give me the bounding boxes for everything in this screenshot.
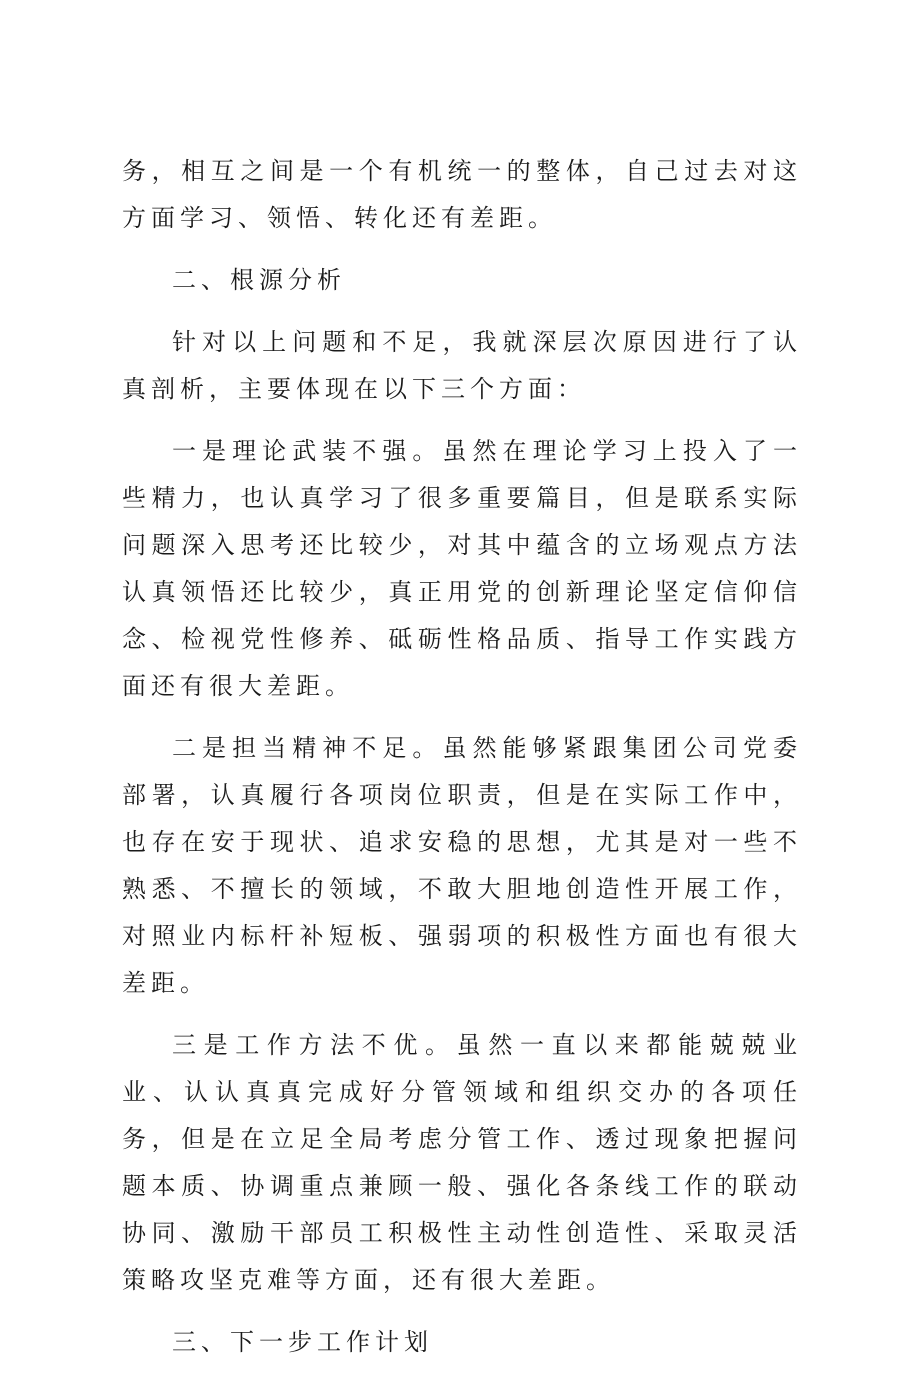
paragraph-method: 三是工作方法不优。虽然一直以来都能兢兢业业、认认真真完成好分管领域和组织交办的各项任务，但是在立足全局考虑分管工作、透过现象把握问题本质、协调重点兼顾一般、强化各条线工作的联动协同、激励干部员工积极性主动性创造性、采取灵活策略攻坚克难等方面，还有很大差距。 [122,1031,802,1294]
paragraph-continued: 务，相互之间是一个有机统一的整体，自己过去对这方面学习、领悟、转化还有差距。 [122,157,802,232]
document-body [122,148,802,1381]
paragraph-intro: 针对以上问题和不足，我就深层次原因进行了认真剖析，主要体现在以下三个方面： [122,328,802,403]
section-heading-root-cause: 二、根源分析 [172,266,346,294]
paragraph-theory: 一是理论武装不强。虽然在理论学习上投入了一些精力，也认真学习了很多重要篇目，但是联系实际问题深入思考还比较少，对其中蕴含的立场观点方法认真领悟还比较少，真正用党的创新理论坚定信仰信念、检视党性修养、砥砺性格品质、指导工作实践方面还有很大差距。 [122,437,802,700]
section-heading-next-plan: 三、下一步工作计划 [172,1328,433,1356]
paragraph-responsibility: 二是担当精神不足。虽然能够紧跟集团公司党委部署，认真履行各项岗位职责，但是在实际工作中，也存在安于现状、追求安稳的思想，尤其是对一些不熟悉、不擅长的领域，不敢大胆地创造性开展工作，对照业内标杆补短板、强弱项的积极性方面也有很大差距。 [122,734,802,997]
